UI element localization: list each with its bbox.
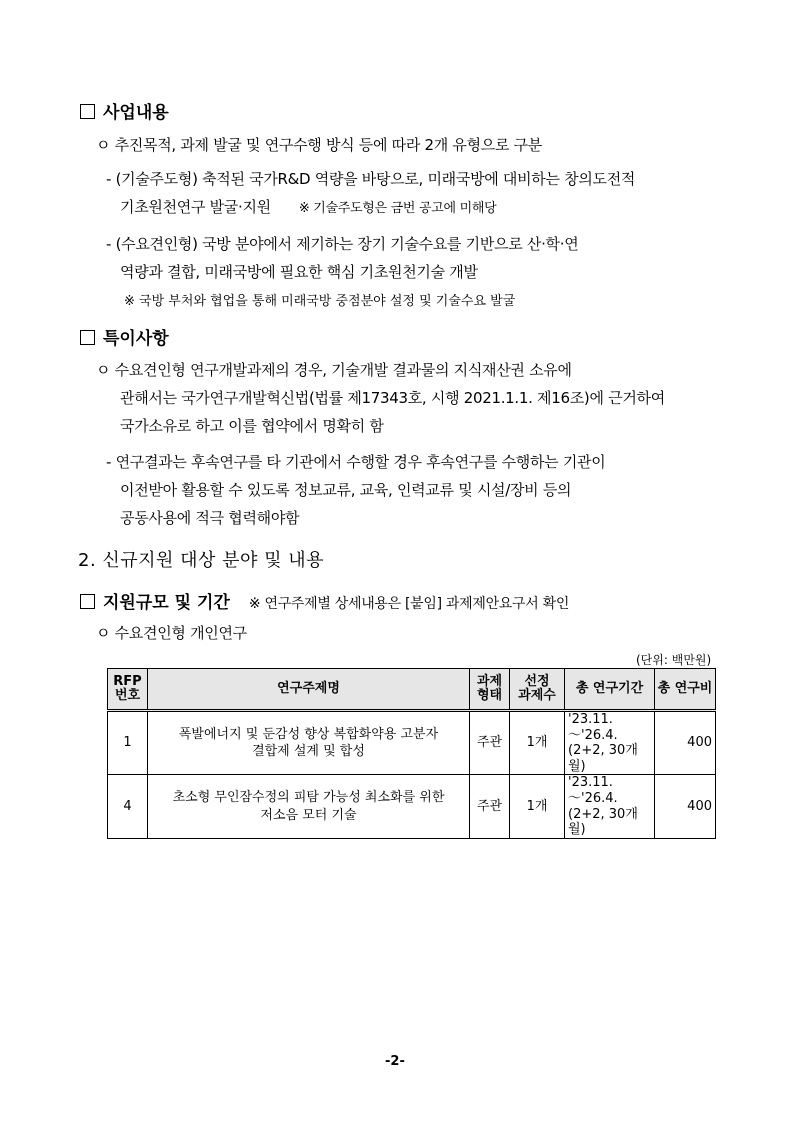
heading-new-support-fields: 2. 신규지원 대상 분야 및 내용 [78, 550, 325, 571]
cell-rfp: 4 [108, 775, 148, 838]
item-follow-up-research-cont1: 이전받아 활용할 수 있도록 정보교류, 교육, 인력교류 및 시설/장비 등의 [120, 481, 572, 499]
note-rfp-reference: ※ 연구주제별 상세내용은 [붙임] 과제제안요구서 확인 [248, 596, 570, 612]
cell-budget: 400 [655, 711, 716, 775]
item-tech-driven: - (기술주도형) 축적된 국가R&D 역량을 바탕으로, 미래국방에 대비하는 창의도전적 [106, 170, 636, 188]
item-demand-driven: - (수요견인형) 국방 분야에서 제기하는 장기 기술수요를 기반으로 산·학·연 [106, 235, 579, 253]
unit-label: (단위: 백만원) [636, 653, 712, 667]
table-row [108, 775, 716, 838]
cell-type: 주관 [470, 775, 510, 838]
cell-type: 주관 [470, 711, 510, 775]
cell-topic: 폭발에너지 및 둔감성 향상 복합화약용 고분자 결합제 설계 및 합성 [148, 711, 470, 775]
cell-topic: 초소형 무인잠수정의 피탐 가능성 최소화를 위한 저소음 모터 기술 [148, 775, 470, 838]
cell-count: 1개 [510, 711, 565, 775]
checkbox-square-icon [80, 594, 95, 609]
item-demand-driven-cont: 역량과 결합, 미래국방에 필요한 핵심 기초원천기술 개발 [120, 263, 478, 281]
table-header-row [108, 669, 716, 711]
support-table [107, 668, 716, 839]
bullet-ip-ownership: ㅇ 수요견인형 연구개발과제의 경우, 기술개발 결과물의 지식재산권 소유에 [96, 361, 572, 379]
cell-period: '23.11.～'26.4. (2+2, 30개월) [565, 711, 655, 775]
page-number: -2- [385, 1054, 405, 1069]
item-tech-driven-cont: 기초원천연구 발굴·지원 ※ 기술주도형은 금번 공고에 미해당 [120, 198, 497, 216]
item-follow-up-research: - 연구결과는 후속연구를 타 기관에서 수행할 경우 후속연구를 수행하는 기관이 [106, 453, 606, 471]
bullet-ip-ownership-cont1: 관해서는 국가연구개발혁신법(법률 제17343호, 시행 2021.1.1. 제16조)에 근거하여 [120, 389, 665, 407]
section-heading-business: 사업내용 [80, 98, 169, 123]
header-type: 과제 형태 [470, 669, 510, 711]
table-row [108, 711, 716, 775]
section-heading-support-scale: 지원규모 및 기간 ※ 연구주제별 상세내용은 [붙임] 과제제안요구서 확인 [80, 588, 569, 613]
cell-budget: 400 [655, 775, 716, 838]
note-tech-driven: ※ 기술주도형은 금번 공고에 미해당 [298, 201, 497, 216]
cell-rfp: 1 [108, 711, 148, 775]
header-period: 총 연구기간 [565, 669, 655, 711]
section-heading-special-notes: 특이사항 [80, 324, 169, 349]
bullet-demand-individual: ㅇ 수요견인형 개인연구 [96, 624, 247, 642]
bullet-ip-ownership-cont2: 국가소유로 하고 이를 협약에서 명확히 함 [120, 417, 384, 435]
note-demand-driven: ※ 국방 부처와 협업을 통해 미래국방 중점분야 설정 및 기술수요 발굴 [124, 294, 516, 309]
checkbox-square-icon [80, 104, 95, 119]
checkbox-square-icon [80, 330, 95, 345]
header-topic: 연구주제명 [148, 669, 470, 711]
cell-count: 1개 [510, 775, 565, 838]
cell-period: '23.11.～'26.4. (2+2, 30개월) [565, 775, 655, 838]
bullet-purpose: ㅇ 추진목적, 과제 발굴 및 연구수행 방식 등에 따라 2개 유형으로 구분 [96, 136, 542, 154]
header-budget: 총 연구비 [655, 669, 716, 711]
header-count: 선정 과제수 [510, 669, 565, 711]
item-follow-up-research-cont2: 공동사용에 적극 협력해야함 [120, 509, 300, 527]
header-rfp: RFP 번호 [108, 669, 148, 711]
